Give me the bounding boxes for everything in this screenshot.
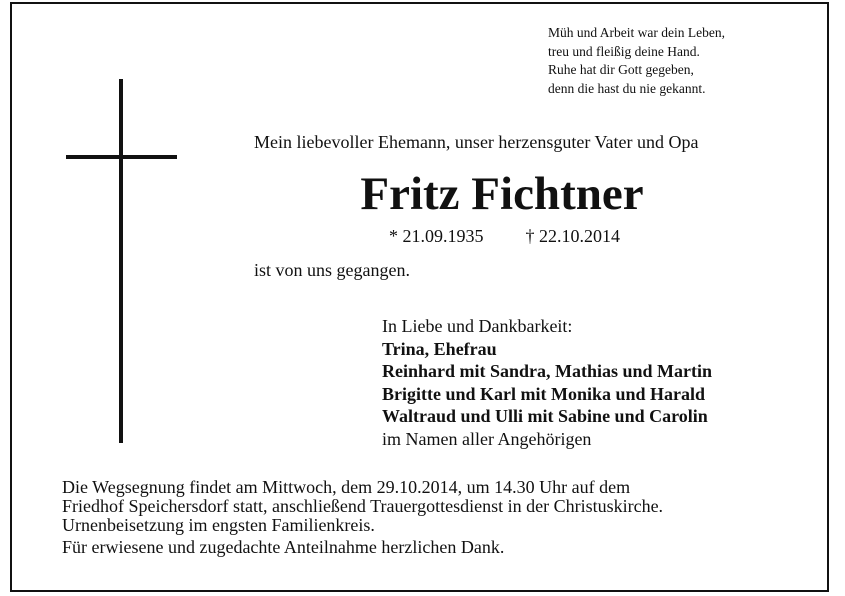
notice-line: Die Wegsegnung findet am Mittwoch, dem 29.10.2014, um 14.30 Uhr auf dem <box>62 477 631 497</box>
mourner-entry: Waltraud und Ulli mit Sabine und Carolin <box>382 406 708 426</box>
mourner-entry: Trina, Ehefrau <box>382 338 497 359</box>
notice-line: Urnenbeisetzung im engsten Familienkreis. <box>62 515 375 535</box>
notice-line: Friedhof Speichersdorf statt, anschließend Trauergottesdienst in der Christuskirche. <box>62 496 664 516</box>
thanks-line: Für erwiesene und zugedachte Anteilnahme herzlichen Dank. <box>62 537 505 557</box>
poem-line: Müh und Arbeit war dein Leben, <box>548 25 725 40</box>
mourners-list <box>382 315 712 450</box>
poem-line: treu und fleißig deine Hand. <box>548 43 700 59</box>
passed-away-text: ist von uns gegangen. <box>254 260 410 280</box>
deceased-name: Fritz Fichtner <box>360 168 644 220</box>
obituary-notice <box>10 2 829 592</box>
memorial-poem <box>548 24 725 98</box>
mourners-heading: In Liebe und Dankbarkeit: <box>382 316 573 336</box>
mourner-entry: Reinhard mit Sandra, Mathias und Martin <box>382 361 713 381</box>
poem-line: denn die hast du nie gekannt. <box>548 80 706 96</box>
funeral-notice <box>62 478 663 557</box>
life-dates <box>389 226 620 247</box>
birth-date: * 21.09.1935 <box>389 226 484 246</box>
mourners-closing: im Namen aller Angehörigen <box>382 428 592 449</box>
death-date: † 22.10.2014 <box>525 226 620 246</box>
cross-vertical-bar <box>119 79 123 443</box>
mourner-entry: Brigitte und Karl mit Monika und Harald <box>382 383 706 404</box>
poem-line: Ruhe hat dir Gott gegeben, <box>548 62 694 77</box>
intro-text: Mein liebevoller Ehemann, unser herzensguter Vater und Opa <box>254 132 699 152</box>
cross-horizontal-bar <box>66 155 177 159</box>
